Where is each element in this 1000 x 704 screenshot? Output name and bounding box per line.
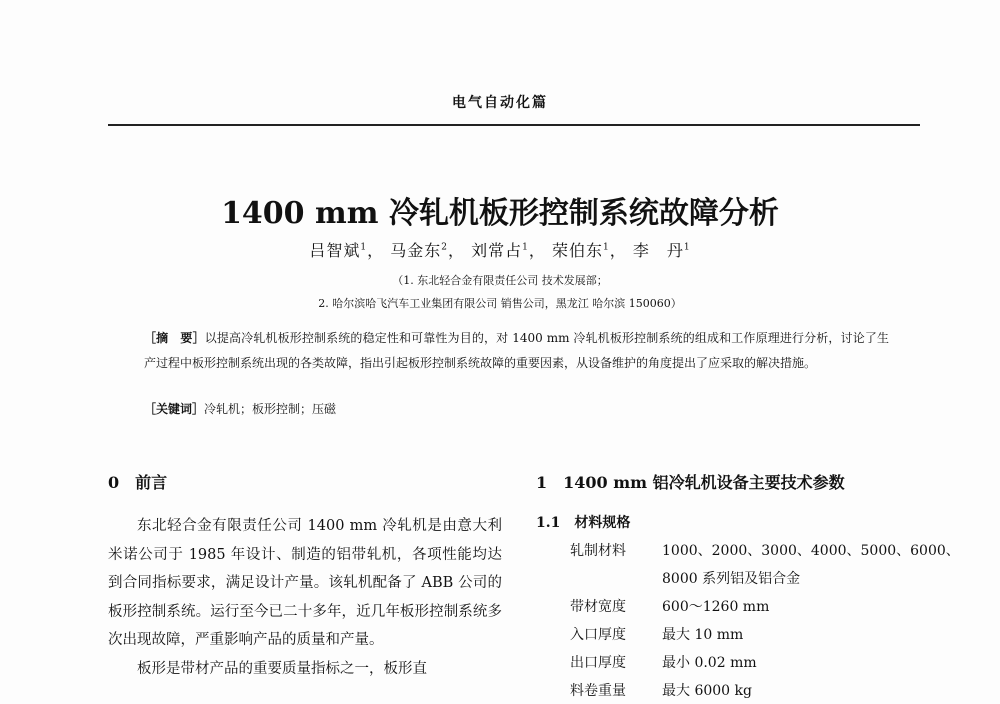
spec-row — [570, 620, 960, 648]
section-0-heading: 0 前言 — [108, 473, 168, 492]
author-name: 李 丹 — [632, 241, 684, 260]
author-affiliation-mark: 2 — [441, 242, 449, 253]
spec-value: 最小 0.02 mm — [662, 655, 757, 671]
author-separator: ， — [448, 241, 466, 260]
author-affiliation-mark: 1 — [603, 242, 610, 253]
author-name: 马金东 — [390, 241, 442, 260]
section-0-body — [108, 512, 502, 683]
spec-table — [570, 536, 960, 704]
section-1-heading: 1 1400 mm 铝冷轧机设备主要技术参数 — [536, 473, 845, 492]
keywords — [144, 400, 336, 417]
subsection-1-1-heading: 1.1 材料规格 — [536, 515, 631, 531]
abstract-label: ［摘 要］ — [144, 331, 205, 345]
spec-row — [570, 676, 960, 704]
author-list — [0, 238, 1000, 261]
author-affiliation-mark: 1 — [522, 242, 529, 253]
author-separator: ， — [367, 241, 385, 260]
running-header: 电气自动化篇 — [452, 95, 548, 111]
affiliation-line-1: （1. 东北轻合金有限责任公司 技术发展部； — [392, 274, 608, 287]
spec-row — [570, 592, 960, 620]
author-separator: ， — [609, 241, 627, 260]
spec-key: 料卷重量 — [570, 683, 626, 699]
abstract-text: 以提高冷轧机板形控制系统的稳定性和可靠性为目的，对 1400 mm 冷轧机板形控制系统的组成和工作原理进行分析，讨论了生产过程中板形控制系统出现的各类故障，指出引起板形控制系统故障的重要因素，从设备维护的角度提出了应采取的解决措施。 — [144, 331, 889, 370]
spec-value: 600～1260 mm — [662, 599, 770, 615]
keywords-text: 冷轧机；板形控制；压磁 — [204, 402, 337, 416]
spec-key: 出口厚度 — [570, 655, 626, 671]
abstract — [144, 326, 889, 376]
spec-key: 带材宽度 — [570, 599, 626, 615]
author-name: 刘常占 — [471, 241, 523, 260]
spec-value: 最大 10 mm — [662, 627, 744, 643]
spec-value: 最大 6000 kg — [662, 683, 752, 699]
paper-title: 1400 mm 冷轧机板形控制系统故障分析 — [221, 196, 779, 231]
author-separator: ， — [528, 241, 546, 260]
author-name: 荣伯东 — [551, 241, 603, 260]
affiliation-line-2: 2. 哈尔滨哈飞汽车工业集团有限公司 销售公司，黑龙江 哈尔滨 150060） — [318, 297, 682, 310]
author-affiliation-mark: 1 — [360, 242, 368, 253]
author-affiliation-mark: 1 — [683, 242, 691, 253]
keywords-label: ［关键词］ — [144, 402, 205, 416]
spec-key — [570, 564, 662, 592]
paragraph: 板形是带材产品的重要质量指标之一，板形直 — [137, 660, 427, 677]
spec-row — [570, 536, 960, 564]
author-name: 吕智斌 — [309, 241, 361, 260]
header-rule — [108, 124, 920, 126]
spec-key: 轧制材料 — [570, 543, 626, 559]
spec-row — [570, 648, 960, 676]
spec-key: 入口厚度 — [570, 627, 626, 643]
spec-row — [570, 564, 960, 592]
spec-value: 8000 系列铝及铝合金 — [662, 571, 801, 587]
spec-value: 1000、2000、3000、4000、5000、6000、 — [662, 543, 960, 559]
paragraph: 东北轻合金有限责任公司 1400 mm 冷轧机是由意大利米诺公司于 1985 年设计、制造的铝带轧机，各项性能均达到合同指标要求，满足设计产量。该轧机配备了 ABB 公司的板形控制系统。运行至今已二十多年，近几年板形控制系统多次出现故障，严重影响产品的质量和产量。 — [108, 518, 502, 648]
